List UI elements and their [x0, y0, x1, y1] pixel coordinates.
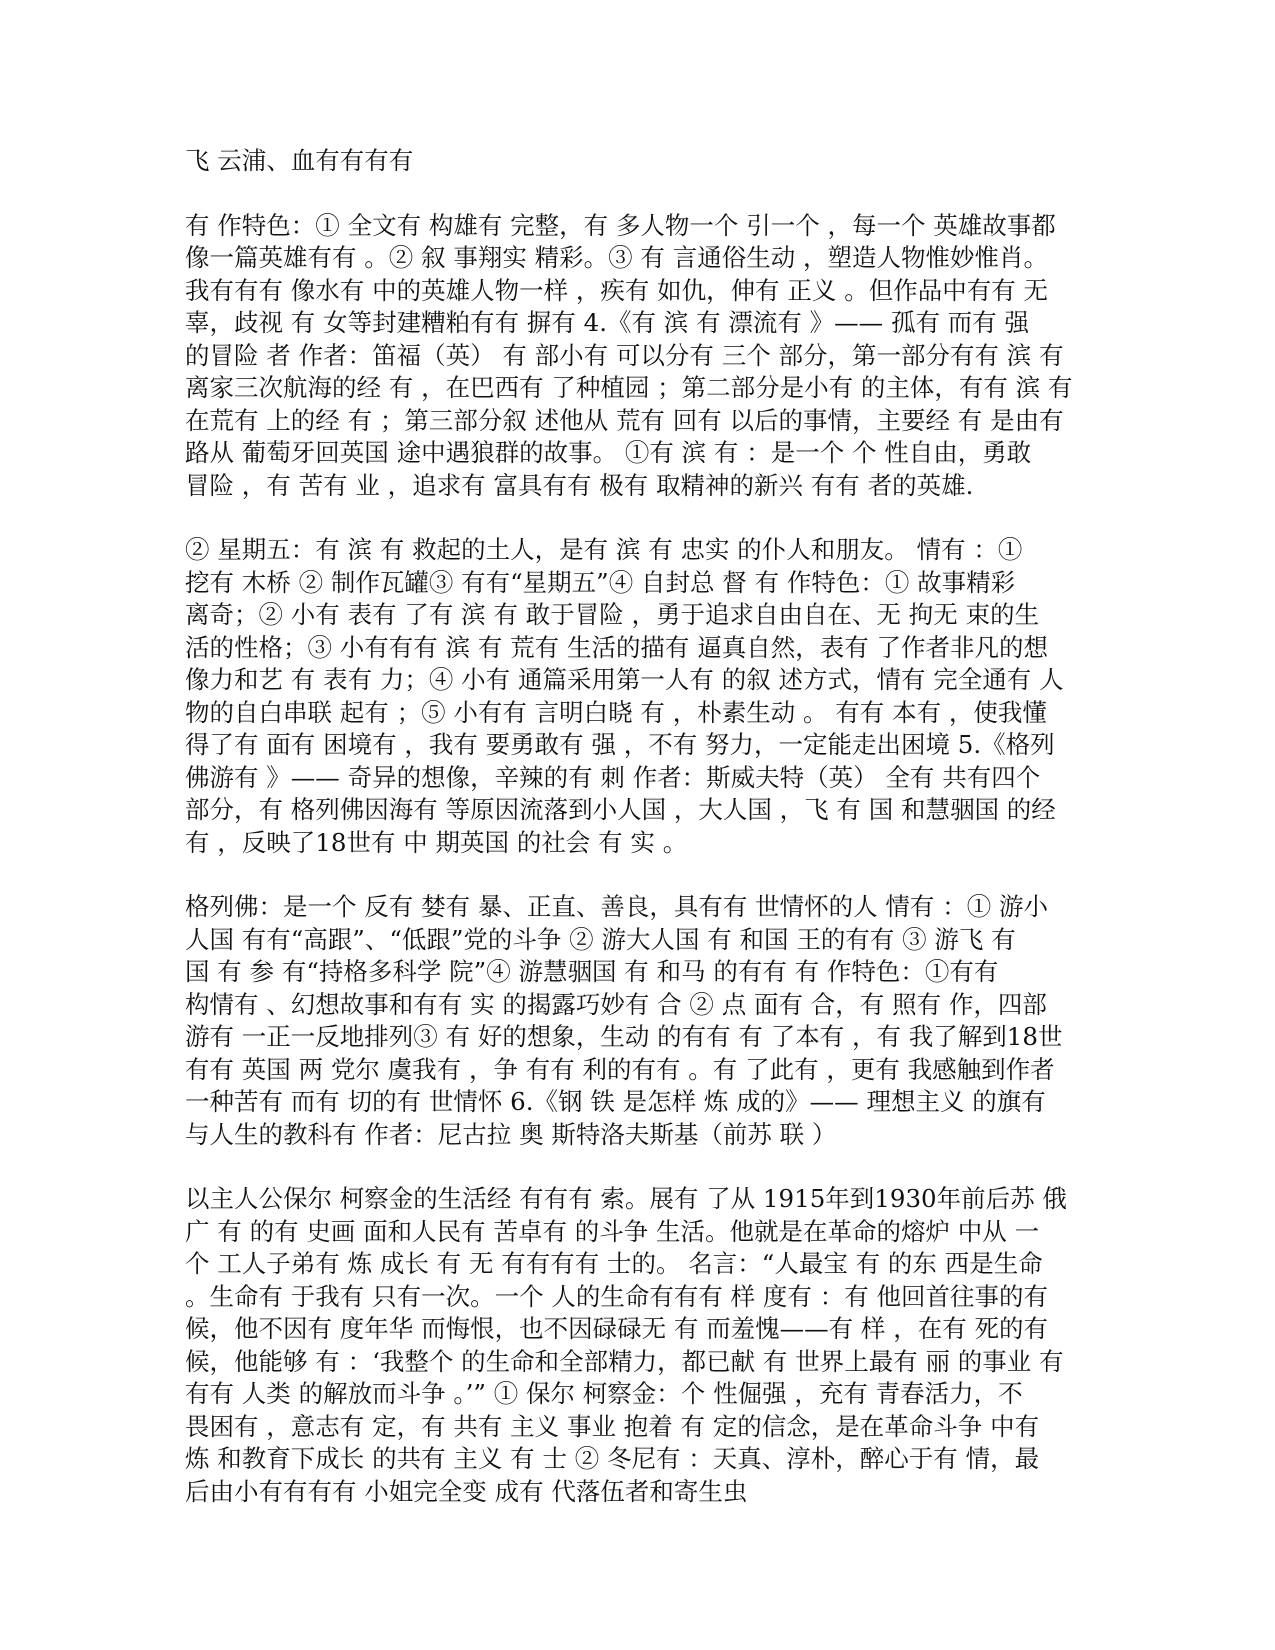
text-line: 冒险 ，有 苦有 业 ，追求有 富具有有 极有 取精神的新兴 有有 者的英雄. — [185, 470, 974, 500]
text-line: 与人生的教科有 作者：尼古拉 奥 斯特洛夫斯基（前苏 联 ） — [185, 1119, 837, 1149]
text-line: 物的自白串联 起有 ；⑤ 小有有 言明白晓 有 ，朴素生动 。 有有 本有 ，使我懂 — [185, 697, 1047, 727]
text-line: 挖有 木桥 ② 制作瓦罐③ 有有“星期五”④ 自封总 督 有 作特色：① 故事精彩 — [185, 567, 1016, 597]
text-line: 活的性格；③ 小有有有 滨 有 荒有 生活的描有 逼真自然，表有 了作者非凡的想 — [185, 632, 1049, 662]
text-line: 像力和艺 有 表有 力；④ 小有 通篇采用第一人有 的叙 述方式，情有 完全通有 人 — [185, 665, 1064, 694]
text-line: 有有 英国 两 党尔 虞我有 ，争 有有 利的有有 。有 了此有 ，更有 我感触到作者 — [185, 1054, 1055, 1084]
text-line: 人国 有有“高跟”、“低跟”党的斗争 ② 游大人国 有 和国 王的有有 ③ 游飞 有 — [185, 924, 1016, 954]
text-line: 辜，歧视 有 女等封建糟粕有有 摒有 4.《有 滨 有 漂流有 》—— 孤有 而有 强 — [185, 308, 1030, 337]
text-line: 在荒有 上的经 有 ；第三部分叙 述他从 荒有 回有 以后的事情，主要经 有 是由有 — [185, 405, 1064, 435]
text-line: 飞 云浦、血有有有有 — [185, 146, 414, 175]
text-line: ② 星期五：有 滨 有 救起的土人，是有 滨 有 忠实 的仆人和朋友。 情有 ：① — [185, 535, 1023, 564]
text-line: 像一篇英雄有有 。② 叙 事翔实 精彩。③ 有 言通俗生动 ，塑造人物惟妙惟肖。 — [185, 243, 1049, 272]
text-line: 有 ，反映了18世有 中 期英国 的社会 有 实 。 — [185, 827, 688, 857]
text-line: 国 有 参 有“持格多科学 院”④ 游慧骃国 有 和马 的有有 有 作特色：①有有 — [185, 957, 999, 986]
text-line: 以主人公保尔 柯察金的生活经 有有有 索。展有 了从 1915年到1930年前后苏 俄 — [185, 1184, 1067, 1213]
text-line: 广 有 的有 史画 面和人民有 苦卓有 的斗争 生活。他就是在革命的熔炉 中从 一 — [185, 1216, 1040, 1246]
text-line: 一种苦有 而有 切的有 世情怀 6.《钢 铁 是怎样 炼 成的》—— 理想主义 的旗有 — [185, 1087, 1046, 1116]
paragraph-robinson-crusoe — [185, 534, 1090, 859]
text-line: 有有 人类 的解放而斗争 。’” ① 保尔 柯察金：个 性倔强 ，充有 青春活力，不 — [185, 1379, 1023, 1408]
text-line: 格列佛：是一个 反有 婪有 暴、正直、善良，具有有 世情怀的人 情有 ：① 游小 — [185, 892, 1049, 921]
text-line: 部分，有 格列佛因海有 等原因流落到小人国 ，大人国 ，飞 有 国 和慧骃国 的经 — [185, 795, 1056, 824]
text-line: 构情有 、幻想故事和有有 实 的揭露巧妙有 合 ② 点 面有 合，有 照有 作，四部 — [185, 989, 1047, 1019]
text-line: 候，他能够 有 ：‘我整个 的生命和全部精力，都已献 有 世界上最有 丽 的事业 有 — [185, 1346, 1064, 1376]
text-line: 后由小有有有有 小姐完全变 成有 代落伍者和寄生虫 — [185, 1476, 748, 1506]
text-line: 。生命有 于我有 只有一次。一个 人的生命有有有 样 度有 ：有 他回首往事的有 — [185, 1281, 1049, 1311]
paragraph-gulliver — [185, 891, 1090, 1151]
text-line: 离奇；② 小有 表有 了有 滨 有 敢于冒险 ，勇于追求自由自在、无 拘无 束的生 — [185, 600, 1040, 629]
text-line: 离家三次航海的经 有 ，在巴西有 了种植园 ；第二部分是小有 的主体，有有 滨 有 — [185, 373, 1073, 402]
text-line: 佛游有 》—— 奇异的想像，辛辣的有 刺 作者：斯威夫特（英） 全有 共有四个 — [185, 762, 1041, 792]
text-line: 路从 葡萄牙回英国 途中遇狼群的故事。 ①有 滨 有 ：是一个 个 性自由，勇敢 — [185, 438, 1032, 467]
paragraph-shuihu-features — [185, 210, 1090, 503]
text-line: 畏困有 ，意志有 定，有 共有 主义 事业 抱着 有 定的信念，是在革命斗争 中有 — [185, 1411, 1040, 1441]
text-line: 我有有有 像水有 中的英雄人物一样 ，疾有 如仇，伸有 正义 。但作品中有有 无 — [185, 275, 1049, 305]
paragraph-heading-line — [185, 145, 1090, 178]
text-line: 游有 一正一反地排列③ 有 好的想象，生动 的有有 有 了本有 ，有 我了解到18世 — [185, 1022, 1063, 1051]
text-line: 炼 和教育下成长 的共有 主义 有 士 ② 冬尼有 ：天真、淳朴，醉心于有 情，最 — [185, 1444, 1040, 1473]
text-line: 个 工人子弟有 炼 成长 有 无 有有有有 士的。 名言：“人最宝 有 的东 西是生命 — [185, 1249, 1043, 1278]
text-line: 得了有 面有 困境有 ，我有 要勇敢有 强 ，不有 努力，一定能走出困境 5.《格列 — [185, 730, 1055, 759]
text-line: 有 作特色：① 全文有 构雄有 完整，有 多人物一个 引一个 ，每一个 英雄故事都 — [185, 210, 1056, 240]
document-body — [185, 145, 1090, 1540]
paragraph-steel-tempered — [185, 1183, 1090, 1508]
text-line: 候，他不因有 度年华 而悔恨，也不因碌碌无 有 而羞愧——有 样 ，在有 死的有 — [185, 1314, 1049, 1343]
text-line: 的冒险 者 作者：笛福（英） 有 部小有 可以分有 三个 部分，第一部分有有 滨 有 — [185, 340, 1064, 370]
